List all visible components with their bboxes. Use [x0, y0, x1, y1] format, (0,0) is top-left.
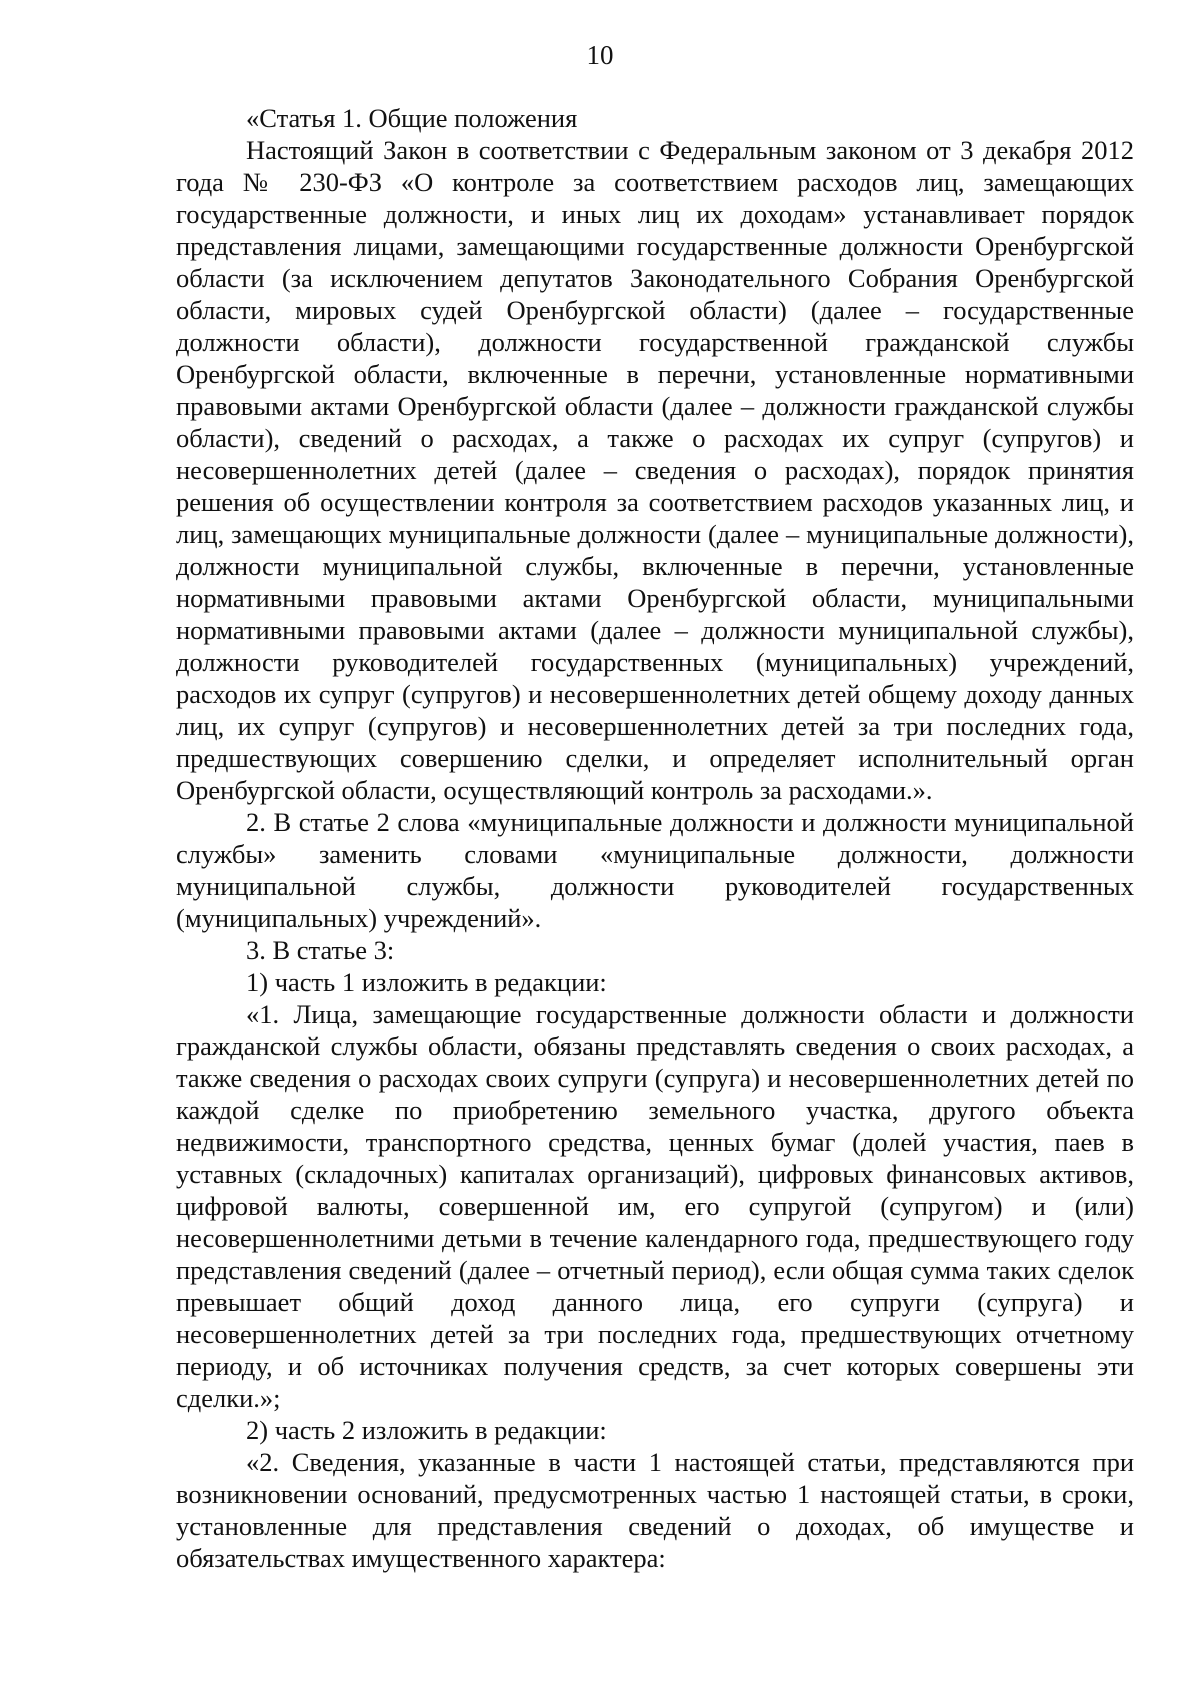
paragraph-item-2: 2. В статье 2 слова «муниципальные должности и должности муниципальной службы» заменить словами «муниципальные должности, должности муниципальной службы, должности руководителей государственных (муниципальных) учреждений».	[176, 807, 1134, 933]
paragraph-article-1-text: Настоящий Закон в соответствии с Федеральным законом от 3 декабря 2012 года № 230-ФЗ «О контроле за соответствием расходов лиц, замещающих государственные должности, и иных лиц их доходам» устанавливает порядок представления лицами, замещающими государственные должности Оренбургской области (за исключением депутатов Законодательного Собрания Оренбургской области, мировых судей Оренбургской области) (далее – государственные должности области), должности государственной гражданской службы Оренбургской области, включенные в перечни, установленные нормативными правовыми актами Оренбургской области (далее – должности гражданской службы области), сведений о расходах, а также о расходах их супруг (супругов) и несовершеннолетних детей (далее – сведения о расходах), порядок принятия решения об осуществлении контроля за соответствием расходов указанных лиц, и лиц, замещающих муниципальные должности (далее – муниципальные должности), должности муниципальной службы, включенные в перечни, установленные нормативными правовыми актами Оренбургской области, муниципальными нормативными правовыми актами (далее – должности муниципальной службы), должности руководителей государственных (муниципальных) учреждений, расходов их супруг (супругов) и несовершеннолетних детей общему доходу данных лиц, их супруг (супругов) и несовершеннолетних детей за три последних года, предшествующих совершению сделки, и определяет исполнительный орган Оренбургской области, осуществляющий контроль за расходами.».	[176, 135, 1134, 805]
document-body	[176, 102, 1134, 1574]
page-number: 10	[586, 40, 614, 70]
article-heading: «Статья 1. Общие положения	[246, 103, 578, 133]
paragraph-item-3: 3. В статье 3:	[246, 935, 395, 965]
paragraph-subitem-1: 1) часть 1 изложить в редакции:	[246, 967, 607, 997]
paragraph-part-1-text: «1. Лица, замещающие государственные должности области и должности гражданской службы области, обязаны представлять сведения о своих расходах, а также сведения о расходах своих супруги (супруга) и несовершеннолетних детей по каждой сделке по приобретению земельного участка, другого объекта недвижимости, транспортного средства, ценных бумаг (долей участия, паев в уставных (складочных) капиталах организаций), цифровых финансовых активов, цифровой валюты, совершенной им, его супругой (супругом) и (или) несовершеннолетними детьми в течение календарного года, предшествующего году представления сведений (далее – отчетный период), если общая сумма таких сделок превышает общий доход данного лица, его супруги (супруга) и несовершеннолетних детей за три последних года, предшествующих отчетному периоду, и об источниках получения средств, за счет которых совершены эти сделки.»;	[176, 999, 1134, 1413]
paragraph-part-2-text: «2. Сведения, указанные в части 1 настоящей статьи, представляются при возникновении оснований, предусмотренных частью 1 настоящей статьи, в сроки, установленные для представления сведений о доходах, об имуществе и обязательствах имущественного характера:	[176, 1447, 1134, 1573]
paragraph-subitem-2: 2) часть 2 изложить в редакции:	[246, 1415, 607, 1445]
